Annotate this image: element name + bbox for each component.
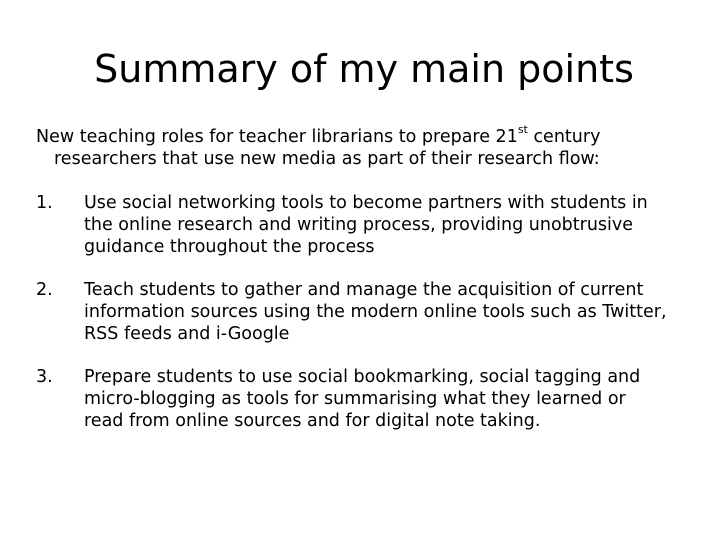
list-item-line: guidance throughout the process <box>84 237 375 257</box>
list-item <box>36 279 696 345</box>
main-points-list <box>36 192 696 432</box>
intro-superscript: st <box>517 123 528 137</box>
list-item-number: 1. <box>36 193 53 213</box>
list-item-line: the online research and writing process, providing unobtrusive <box>84 215 634 235</box>
intro-line-1 <box>36 123 696 148</box>
list-item <box>36 192 696 258</box>
list-item-line: Use social networking tools to become partners with students in <box>84 193 648 213</box>
slide-content <box>36 123 696 453</box>
intro-line-2: researchers that use new media as part of their research flow: <box>54 149 600 169</box>
list-item-number: 2. <box>36 280 53 300</box>
list-item-line: Teach students to gather and manage the acquisition of current <box>84 280 644 300</box>
list-item <box>36 366 696 432</box>
list-item-line: RSS feeds and i-Google <box>84 324 290 344</box>
intro-text-before: New teaching roles for teacher librarians to prepare 21 <box>36 127 518 147</box>
list-item-line: read from online sources and for digital note taking. <box>84 411 541 431</box>
list-item-number: 3. <box>36 367 53 387</box>
slide-title: Summary of my main points <box>94 47 634 91</box>
list-item-line: Prepare students to use social bookmarking, social tagging and <box>84 367 641 387</box>
list-item-line: information sources using the modern online tools such as Twitter, <box>84 302 667 322</box>
list-item-line: micro-blogging as tools for summarising what they learned or <box>84 389 626 409</box>
intro-text-after: century <box>527 127 601 147</box>
